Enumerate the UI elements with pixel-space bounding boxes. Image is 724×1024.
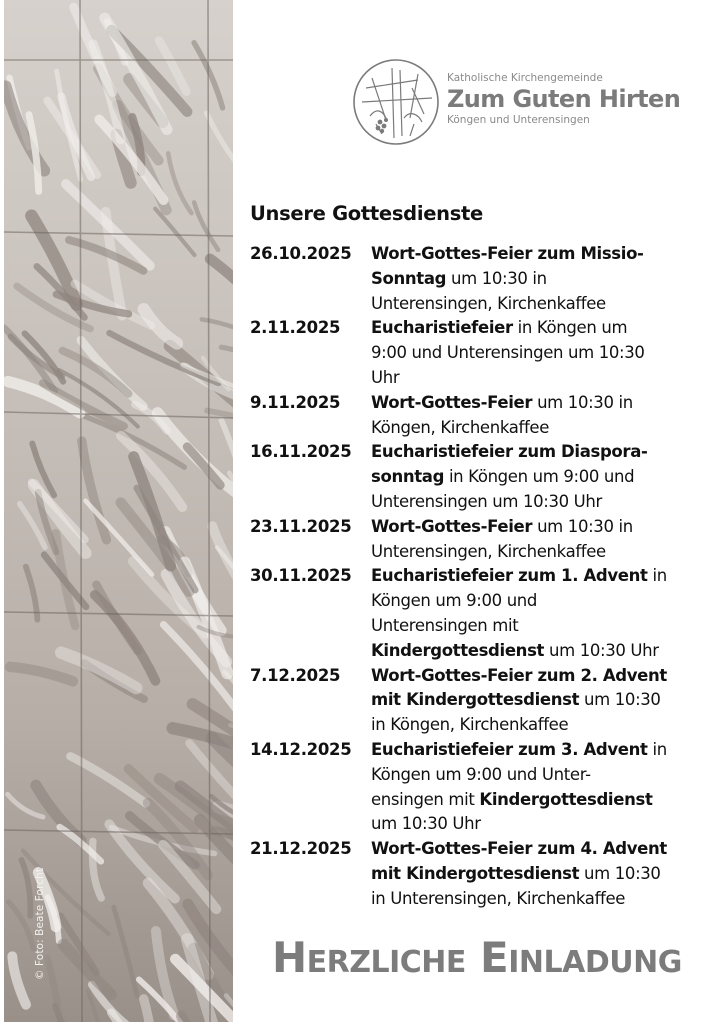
organization-type: Katholische Kirchengemeinde xyxy=(447,72,603,84)
service-text: Unterensingen, Kirchenkaffee xyxy=(371,541,606,561)
service-text: Uhr xyxy=(371,367,400,387)
service-text: in xyxy=(647,566,667,586)
service-highlight: mit Kindergottesdienst xyxy=(371,863,580,883)
organization-name: Zum Guten Hirten xyxy=(447,85,681,113)
service-entry xyxy=(250,515,702,565)
service-description xyxy=(371,837,702,911)
service-entry xyxy=(250,316,702,390)
service-highlight: Sonntag xyxy=(371,268,447,288)
service-entry xyxy=(250,837,702,911)
service-text: Unterensingen um 10:30 Uhr xyxy=(371,491,602,511)
page-title: Unsere Gottesdienste xyxy=(250,202,483,225)
service-text: Unterensingen mit xyxy=(371,615,519,635)
service-highlight: mit Kindergottesdienst xyxy=(371,690,580,710)
service-description xyxy=(371,515,702,565)
service-text: um 10:30 Uhr xyxy=(544,640,659,660)
relief-photo xyxy=(4,0,233,1022)
service-date: 14.12.2025 xyxy=(250,739,352,759)
service-text: um 10:30 in xyxy=(532,392,633,412)
service-date: 9.11.2025 xyxy=(250,392,341,412)
service-date: 30.11.2025 xyxy=(250,566,352,586)
service-text: Köngen um 9:00 und Unter- xyxy=(371,764,591,784)
service-text: Köngen, Kirchenkaffee xyxy=(371,417,550,437)
service-date: 2.11.2025 xyxy=(250,318,341,338)
service-highlight: Wort-Gottes-Feier xyxy=(371,392,533,412)
service-highlight: Kindergottesdienst xyxy=(371,640,545,660)
photo-credit: © Foto: Beate Forcht xyxy=(34,867,46,980)
service-description xyxy=(371,242,702,316)
service-entry xyxy=(250,391,702,441)
service-entry xyxy=(250,664,702,738)
service-text: um 10:30 in xyxy=(446,268,547,288)
service-date: 21.12.2025 xyxy=(250,839,352,859)
service-description xyxy=(371,440,702,514)
service-highlight: Wort-Gottes-Feier zum Missio- xyxy=(371,244,644,263)
service-entry xyxy=(250,738,702,837)
service-description xyxy=(371,316,702,390)
service-date: 16.11.2025 xyxy=(250,442,352,462)
service-text: 9:00 und Unterensingen um 10:30 xyxy=(371,343,645,363)
service-text: in Köngen um 9:00 und xyxy=(444,467,635,487)
service-highlight: Kindergottesdienst xyxy=(479,789,653,809)
service-highlight: Wort-Gottes-Feier zum 4. Advent xyxy=(371,839,667,859)
service-text: in Köngen um xyxy=(512,318,628,338)
service-date: 23.11.2025 xyxy=(250,516,352,536)
service-highlight: sonntag xyxy=(371,467,445,487)
organization-locations: Köngen und Unterensingen xyxy=(447,114,590,126)
service-text: um 10:30 Uhr xyxy=(371,814,481,834)
service-highlight: Eucharistiefeier zum 1. Advent xyxy=(371,566,648,586)
service-highlight: Wort-Gottes-Feier zum 2. Advent xyxy=(371,665,667,685)
service-highlight: Eucharistiefeier xyxy=(371,318,513,338)
shepherd-cross-emblem-icon xyxy=(352,58,440,146)
service-highlight: Eucharistiefeier zum Diaspora- xyxy=(371,442,648,462)
service-text: in Unterensingen, Kirchenkaffee xyxy=(371,888,626,908)
organization-block xyxy=(447,72,680,126)
service-text: um 10:30 xyxy=(579,863,661,883)
service-text: Köngen um 9:00 und xyxy=(371,591,538,611)
service-entry xyxy=(250,564,702,663)
service-text: in xyxy=(647,739,667,759)
service-description xyxy=(371,664,702,738)
service-description xyxy=(371,738,702,837)
service-highlight: Wort-Gottes-Feier xyxy=(371,516,533,536)
invitation-footer: HERZLICHE EINLADUNG xyxy=(272,933,682,982)
service-text: ensingen mit xyxy=(371,789,480,809)
service-date: 7.12.2025 xyxy=(250,665,341,685)
service-text: Unterensingen, Kirchenkaffee xyxy=(371,293,606,313)
service-schedule xyxy=(250,242,702,912)
service-text: um 10:30 in xyxy=(532,516,633,536)
service-highlight: Eucharistiefeier zum 3. Advent xyxy=(371,739,648,759)
service-description xyxy=(371,564,702,663)
service-text: um 10:30 xyxy=(579,690,661,710)
service-text: in Köngen, Kirchenkaffee xyxy=(371,715,569,735)
service-entry xyxy=(250,440,702,514)
service-entry xyxy=(250,242,702,316)
service-date: 26.10.2025 xyxy=(250,244,352,263)
service-description xyxy=(371,391,702,441)
